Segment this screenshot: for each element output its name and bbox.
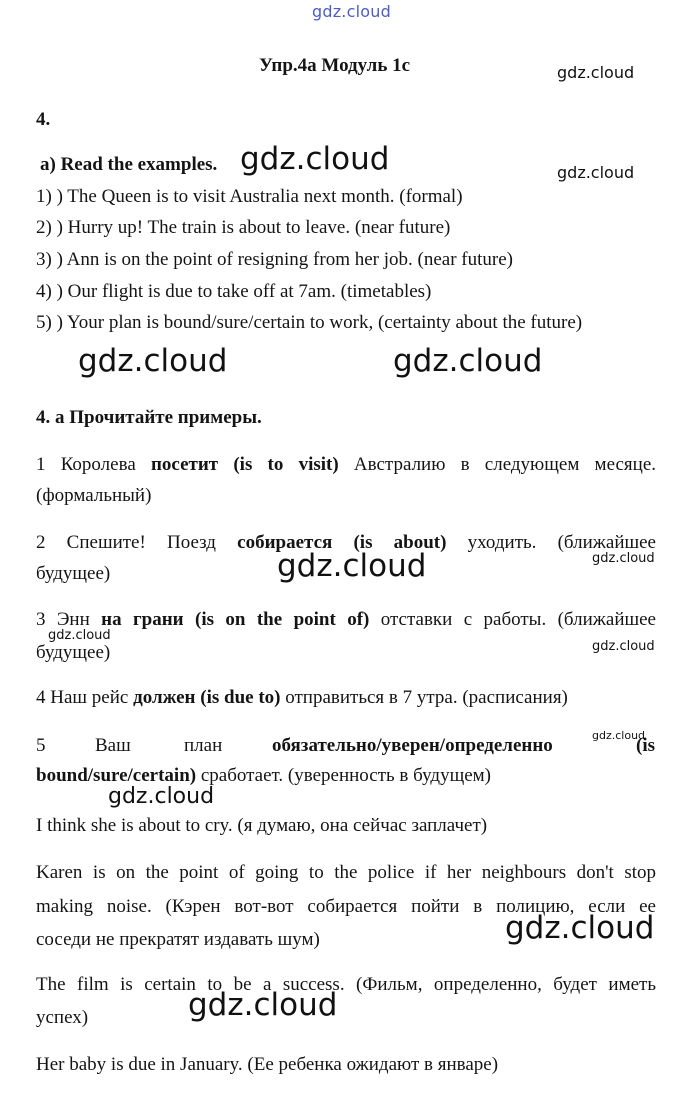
watermark: gdz.cloud [240, 141, 390, 177]
sentence-line: соседи не прекратят издавать шум) [36, 929, 320, 950]
example-line: 1) ) The Queen is to visit Australia next month. (formal) [36, 186, 463, 207]
translation-item-1: 1 Королева посетит (is to visit) Австралию в следующем месяце. [36, 454, 657, 475]
translation-item-2-cont: будущее) [36, 563, 111, 584]
translation-item-5-word: Ваш [95, 735, 131, 756]
watermark: gdz.cloud [108, 784, 215, 809]
translation-item-5-cont: bound/sure/certain) сработает. (уверенность в будущем) [36, 765, 491, 786]
watermark: gdz.cloud [505, 910, 655, 946]
watermark: gdz.cloud [592, 639, 655, 654]
watermark: gdz.cloud [592, 729, 646, 742]
translation-item-2: 2 Спешите! Поезд собирается (is about) уходить. (ближайшее [36, 532, 656, 553]
page-title: Упр.4а Модуль 1с [259, 55, 411, 76]
translation-item-5-num: 5 [36, 735, 46, 756]
sentence-line: I think she is about to cry. (я думаю, она сейчас заплачет) [36, 815, 488, 836]
example-line: 4) ) Our flight is due to take off at 7am. (timetables) [36, 281, 432, 302]
watermark: gdz.cloud [188, 987, 338, 1023]
translation-item-4: 4 Наш рейс должен (is due to) отправиться в 7 утра. (расписания) [36, 687, 568, 708]
watermark: gdz.cloud [48, 628, 111, 643]
sentence-line: Her baby is due in January. (Ее ребенка ожидают в январе) [36, 1054, 499, 1075]
example-line: 3) ) Ann is on the point of resigning from her job. (near future) [36, 249, 513, 270]
watermark: gdz.cloud [557, 63, 635, 82]
watermark: gdz.cloud [557, 163, 635, 182]
translation-item-5-word: план [184, 735, 223, 756]
sentence-line: Karen is on the point of going to the police if her neighbours don't stop [36, 862, 656, 883]
translation-item-1-cont: (формальный) [36, 485, 152, 506]
watermark: gdz.cloud [592, 551, 655, 566]
sentence-line: успех) [36, 1007, 89, 1028]
watermark: gdz.cloud [312, 2, 391, 21]
example-line: 5) ) Your plan is bound/sure/certain to work, (certainty about the future) [36, 312, 583, 333]
translation-item-3-cont: будущее) [36, 642, 111, 663]
watermark: gdz.cloud [277, 548, 427, 584]
sentence-line: The film is certain to be a success. (Фильм, определенно, будет иметь [36, 974, 656, 995]
translation-item-3: 3 Энн на грани (is on the point of) отставки с работы. (ближайшее [36, 609, 656, 630]
sentence-line: making noise. (Кэрен вот-вот собирается пойти в полицию, если ее [36, 896, 656, 917]
part-a-heading: a) Read the examples. [40, 154, 218, 175]
watermark: gdz.cloud [393, 343, 543, 379]
translation-item-5-bold: (is [636, 735, 655, 756]
watermark: gdz.cloud [78, 343, 228, 379]
translation-item-5-bold: обязательно/уверен/определенно [272, 735, 553, 756]
translation-heading: 4. а Прочитайте примеры. [36, 407, 262, 428]
exercise-number: 4. [36, 109, 51, 130]
example-line: 2) ) Hurry up! The train is about to leave. (near future) [36, 217, 451, 238]
